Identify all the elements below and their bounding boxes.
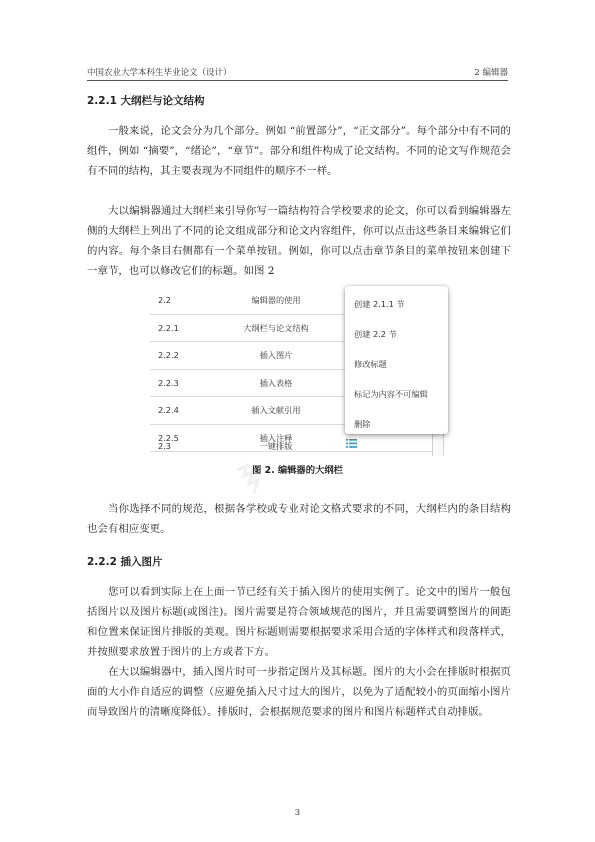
outline-row-title: 插入表格 bbox=[259, 377, 293, 388]
outline-row-title: 一键排版 bbox=[259, 441, 293, 451]
menu-item-rename[interactable]: 修改标题 bbox=[354, 359, 387, 369]
header-thesis-title: 中国农业大学本科生毕业论文（设计） bbox=[87, 68, 232, 78]
outline-row-title: 大纲栏与论文结构 bbox=[243, 322, 309, 333]
paragraph-standards-change: 当你选择不同的规范，根据各学校或专业对论文格式要求的不同，大纲栏内的条目结构也会有相应变更。 bbox=[87, 503, 511, 535]
menu-item-delete[interactable]: 删除 bbox=[354, 419, 371, 429]
outline-row-number: 2.2.1 bbox=[158, 322, 179, 333]
outline-row-title: 插入图片 bbox=[259, 350, 293, 360]
page-header bbox=[87, 66, 508, 80]
menu-item-create-subsection[interactable]: 创建 2.1.1 节 bbox=[354, 299, 405, 309]
outline-row-title: 插入文献引用 bbox=[251, 405, 301, 415]
list-menu-icon-glyph bbox=[346, 439, 357, 448]
page-number: 3 bbox=[294, 808, 301, 818]
header-rule bbox=[87, 80, 508, 81]
header-chapter-title: 2 编辑器 bbox=[474, 68, 508, 78]
outline-row-title: 插入注释 bbox=[259, 432, 293, 443]
outline-row-number: 2.2.5 bbox=[158, 432, 179, 443]
section-heading-insert-image: 2.2.2 插入图片 bbox=[87, 556, 163, 568]
paragraph-outline-usage: 大以编辑器通过大纲栏来引导你写一篇结构符合学校要求的论文，你可以看到编辑器左侧的大纲栏上列出了不同的论文组成部分和论文内容组件，你可以点击这些条目来编辑它们的内容。每个条目右侧都有一个菜单按钮。例如，你可以点击章节条目的菜单按钮来创建下一章节，也可以修改它们的标题。如图 2 bbox=[87, 205, 511, 277]
outline-row-number: 2.2.2 bbox=[158, 350, 179, 360]
menu-item-mark-readonly[interactable]: 标记为内容不可编辑 bbox=[354, 389, 428, 399]
outline-row-number: 2.2.3 bbox=[158, 377, 179, 388]
menu-item-create-section[interactable]: 创建 2.2 节 bbox=[354, 329, 397, 339]
context-menu bbox=[345, 286, 448, 434]
list-menu-icon[interactable] bbox=[346, 439, 357, 451]
figure-caption: 图 2. 编辑器的大纲栏 bbox=[252, 465, 343, 476]
outline-row-title: 编辑器的使用 bbox=[251, 295, 301, 305]
outline-row-number: 2.3 bbox=[158, 441, 172, 451]
paragraph-image-intro: 您可以看到实际上在上面一节已经有关于插入图片的使用实例了。论文中的图片一般包括图片以及图片标题(或图注)。图片需要是符合领域规范的图片，并且需要调整图片的间距和位置来保证图片排版的美观。图片标题则需要根据要求采用合适的字体样式和段落样式，并按照要求放置于图片的上方或者下方。 bbox=[87, 586, 511, 658]
paragraph-image-layout: 在大以编辑器中，插入图片时可一步指定图片及其标题。图片的大小会在排版时根据页面的大小作自适应的调整（应避免插入尺寸过大的图片，以免为了适配较小的页面缩小图片而导致图片的清晰度降低）。排版时，会根据规范要求的图片和图片标题样式自动排版。 bbox=[87, 666, 511, 718]
figure-outline-screenshot bbox=[150, 286, 446, 456]
outline-row-number: 2.2.4 bbox=[158, 405, 179, 415]
outline-row-number: 2.2 bbox=[158, 295, 172, 305]
outline-row[interactable] bbox=[150, 441, 440, 459]
section-heading-outline: 2.2.1 大纲栏与论文结构 bbox=[87, 95, 205, 107]
paragraph-thesis-structure: 一般来说，论文会分为几个部分。例如 “前置部分”，“正文部分”。每个部分中有不同的组件，例如 “摘要”，“绪论”，“章节”。部分和组件构成了论文结构。不同的论文写作规范会有不同的结构，其主要表现为不同组件的顺序不一样。 bbox=[87, 125, 511, 177]
